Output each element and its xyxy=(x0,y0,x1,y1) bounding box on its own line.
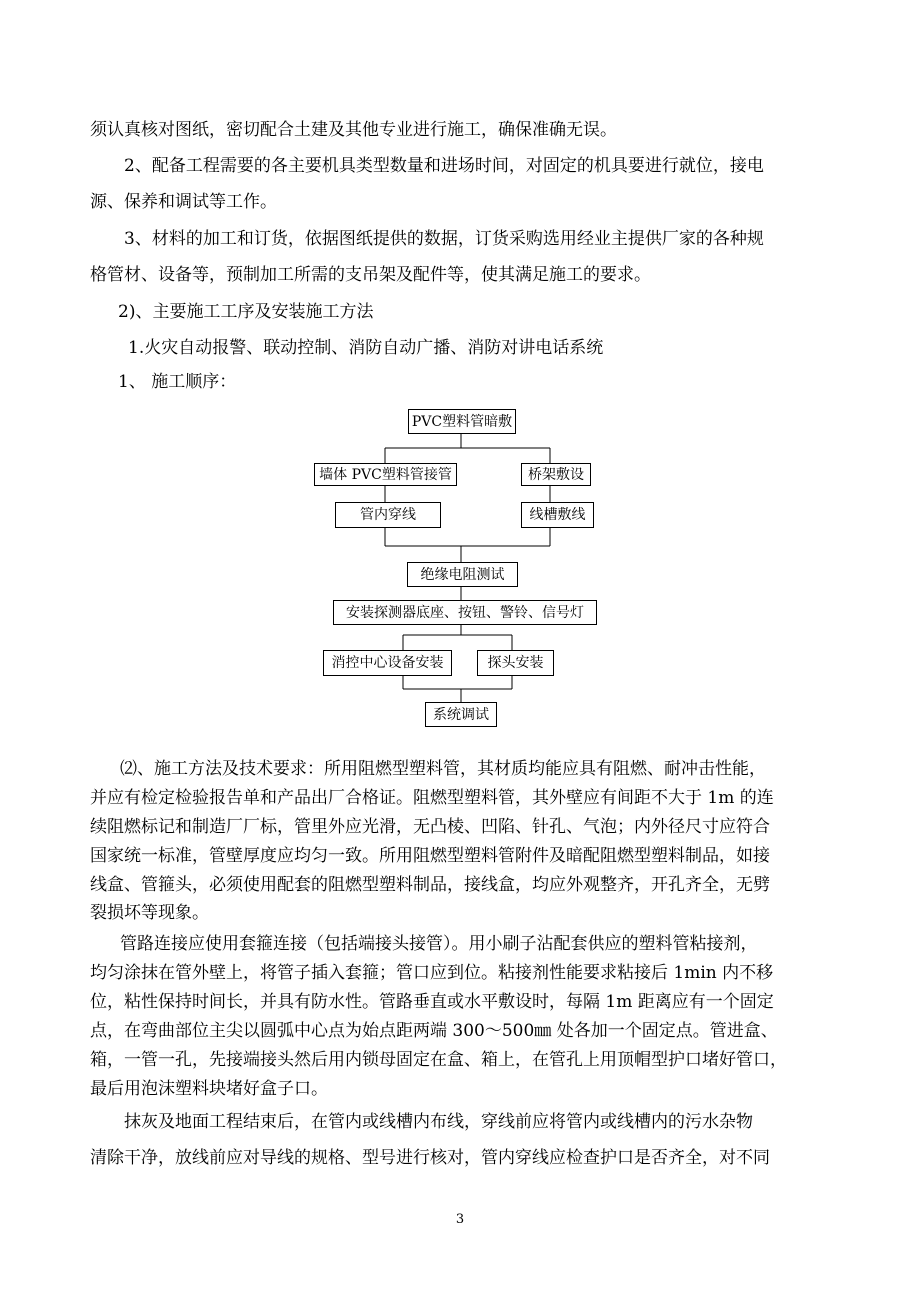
intro-line-1: 须认真核对图纸，密切配合土建及其他专业进行施工，确保准确无误。 xyxy=(90,120,617,140)
connection-line-2: 均匀涂抹在管外壁上，将管子插入套箍；管口应到位。粘接剂性能要求粘接后 1min 内不移 xyxy=(90,963,774,983)
method-line-4: 国家统一标准，管壁厚度应均匀一致。所用阻燃型塑料管附件及暗配阻燃型塑料制品，如接 xyxy=(90,846,770,866)
method-line-6: 裂损坏等现象。 xyxy=(90,903,209,923)
connection-line-4: 点，在弯曲部位主尖以圆弧中心点为始点距两端 300～500㎜ 处各加一个固定点。管进盒、 xyxy=(90,1021,778,1041)
connection-line-5: 箱，一管一孔，先接端接头然后用内锁母固定在盒、箱上，在管孔上用顶帽型护口堵好管口， xyxy=(90,1050,787,1070)
method-line-2: 并应有检定检验报告单和产品出厂合格证。阻燃型塑料管，其外壁应有间距不大于 1m 的连 xyxy=(90,788,774,808)
flow-trunking-wiring-box: 线槽敷线 xyxy=(521,502,594,528)
method-line-5: 线盒、管箍头，必须使用配套的阻燃型塑料制品，接线盒，均应外观整齐，开孔齐全，无劈 xyxy=(90,875,770,895)
flow-system-debug-box: 系统调试 xyxy=(425,702,497,727)
connection-line-3: 位，粘性保持时间长，并具有防水性。管路垂直或水平敷设时，每隔 1m 距离应有一个固定 xyxy=(90,992,774,1012)
connection-line-1: 管路连接应使用套箍连接（包括端接头接管）。用小刷子沾配套供应的塑料管粘接剂， xyxy=(120,934,758,954)
flow-install-devices-box: 安装探测器底座、按钮、警铃、信号灯 xyxy=(333,600,597,625)
page-number: 3 xyxy=(455,1212,465,1227)
flow-cable-tray-box: 桥架敷设 xyxy=(521,463,591,486)
flow-insulation-test-box: 绝缘电阻测试 xyxy=(407,562,518,587)
flow-wall-conduit-box: 墙体 PVC塑料管接管 xyxy=(314,463,457,486)
method-line-3: 续阻燃标记和制造厂厂标，管里外应光滑，无凸棱、凹陷、针孔、气泡；内外径尺寸应符合 xyxy=(90,817,770,837)
method-line-1: ⑵、施工方法及技术要求：所用阻燃型塑料管，其材质均能应具有阻燃、耐冲击性能， xyxy=(120,759,766,779)
item2-line-2: 源、保养和调试等工作。 xyxy=(90,192,277,212)
item3-line-2: 格管材、设备等，预制加工所需的支吊架及配件等，使其满足施工的要求。 xyxy=(90,265,651,285)
system-heading: 1.火灾自动报警、联动控制、消防自动广播、消防对讲电话系统 xyxy=(128,338,604,358)
item2-line-1: 2、配备工程需要的各主要机具类型数量和进场时间，对固定的机具要进行就位，接电 xyxy=(124,156,764,176)
wiring-line-1: 抹灰及地面工程结束后，在管内或线槽内布线，穿线前应将管内或线槽内的污水杂物 xyxy=(124,1112,753,1132)
flow-pvc-conduit-box: PVC塑料管暗敷 xyxy=(408,409,516,434)
flow-control-center-box: 消控中心设备安装 xyxy=(323,650,452,676)
sequence-heading: 1、 施工顺序： xyxy=(118,372,237,392)
flow-pipe-wiring-box: 管内穿线 xyxy=(335,502,441,528)
connection-line-6: 最后用泡沫塑料块堵好盒子口。 xyxy=(90,1079,328,1099)
item3-line-1: 3、材料的加工和订货，依据图纸提供的数据，订货采购选用经业主提供厂家的各种规 xyxy=(124,229,764,249)
flow-detector-install-box: 探头安装 xyxy=(477,650,554,676)
section2-heading: 2)、主要施工工序及安装施工方法 xyxy=(118,302,374,322)
wiring-line-2: 清除干净，放线前应对导线的规格、型号进行核对，管内穿线应检查护口是否齐全，对不同 xyxy=(90,1148,770,1168)
